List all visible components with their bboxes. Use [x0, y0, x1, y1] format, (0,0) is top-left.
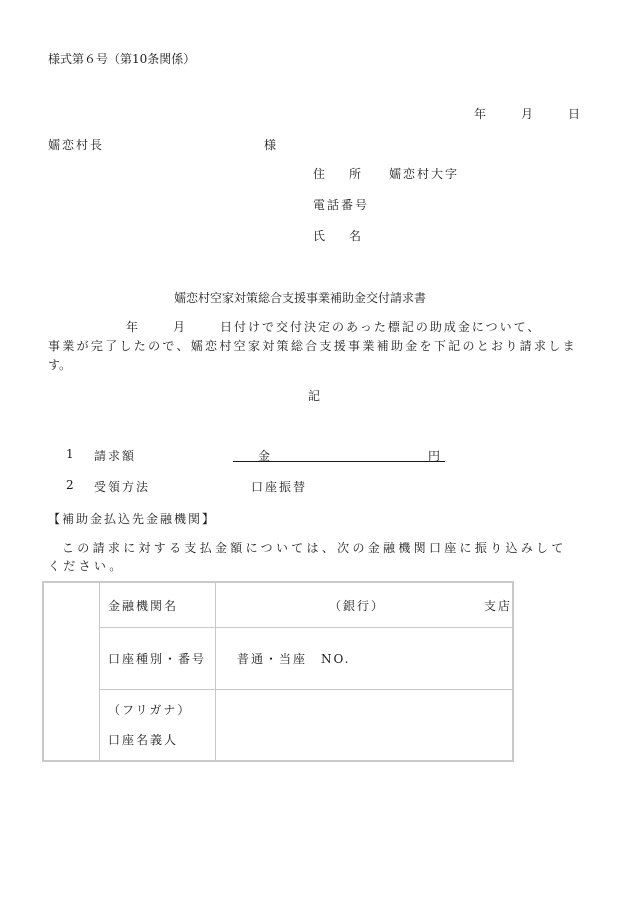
bank-row-account — [43, 628, 513, 690]
addressee-honorific: 様 — [264, 138, 277, 152]
bank-section-heading: 【補助金払込先金融機関】 — [48, 512, 217, 526]
bank-name-cell[interactable] — [216, 582, 514, 628]
branch-suffix: 支店 — [484, 599, 513, 614]
bank-instruction-line2: ください。 — [48, 559, 125, 573]
bank-table-blank-cell — [43, 582, 100, 761]
phone-label: 電話番号 — [313, 198, 370, 212]
name-label: 氏 名 — [313, 229, 362, 243]
form-number: 様式第６号（第10条関係） — [48, 52, 196, 66]
bank-instruction-line1: この請求に対する支払金額については、次の金融機関口座に振り込みして — [62, 541, 567, 555]
item-2-label: 受領方法 — [94, 480, 151, 494]
furigana-label: （フリガナ） — [108, 703, 192, 718]
item-2-value: 口座振替 — [251, 480, 308, 494]
address-label: 住 所 — [313, 167, 362, 181]
account-holder-label-cell — [100, 690, 216, 761]
date-day-label: 日 — [568, 107, 581, 121]
document-title: 嬬恋村空家対策総合支援事業補助金交付請求書 — [174, 291, 427, 305]
account-holder-label: 口座名義人 — [108, 733, 179, 748]
account-type-value: 普通・当座 NO. — [237, 652, 351, 667]
body-line2: 事業が完了したので、嬬恋村空家対策総合支援事業補助金を下記のとおり請求しま — [48, 339, 577, 353]
account-holder-cell[interactable] — [216, 690, 514, 761]
item-2-number: 2 — [66, 478, 74, 492]
account-type-label-text: 口座種別・番号 — [108, 651, 207, 666]
addressee-name: 嬬恋村長 — [48, 138, 105, 152]
account-number-cell[interactable] — [216, 628, 514, 690]
body-month-label: 月 — [173, 320, 186, 334]
date-month-label: 月 — [521, 107, 534, 121]
item-1-number: 1 — [66, 447, 74, 461]
amount-prefix: 金 — [258, 449, 271, 463]
amount-suffix: 円 — [428, 449, 441, 463]
body-line1: 日付けで交付決定のあった標記の助成金について、 — [220, 320, 542, 334]
date-year-label: 年 — [474, 107, 487, 121]
bank-row-holder — [43, 690, 513, 761]
body-year-label: 年 — [126, 320, 139, 334]
bank-account-table — [42, 581, 514, 762]
bank-suffix: （銀行） — [329, 599, 386, 614]
bank-name-label: 金融機関名 — [100, 582, 216, 628]
account-type-label — [100, 628, 216, 690]
body-line3: す。 — [48, 358, 72, 372]
bank-row-name — [43, 582, 513, 628]
address-value: 嬬恋村大字 — [389, 167, 460, 181]
ki-marker: 記 — [308, 389, 321, 403]
item-1-label: 請求額 — [94, 449, 137, 463]
